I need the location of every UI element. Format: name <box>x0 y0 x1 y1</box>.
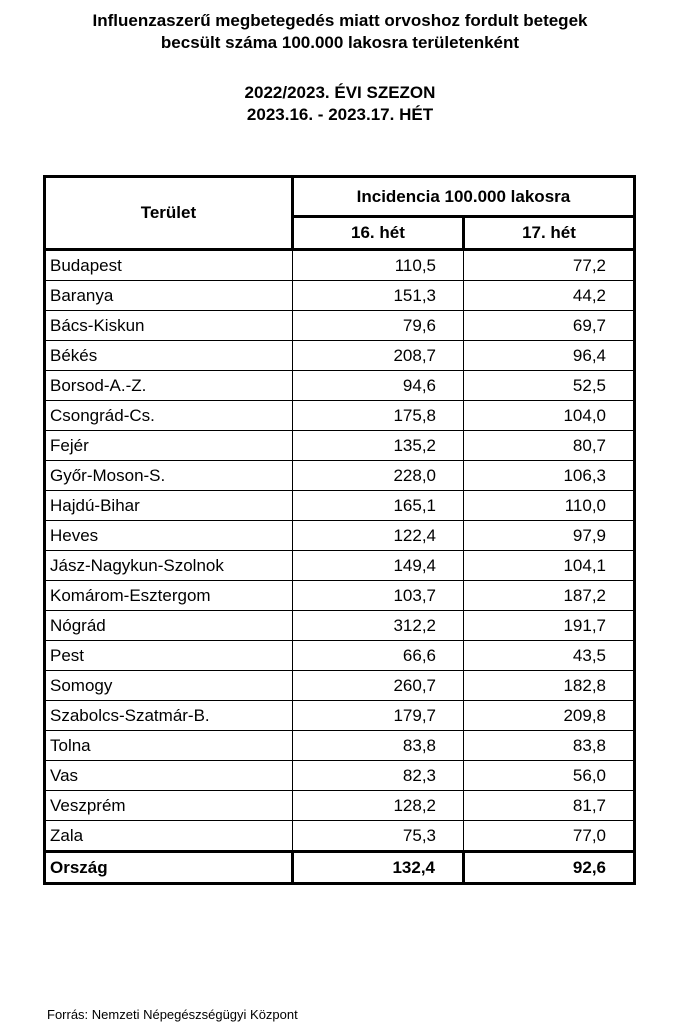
region-cell: Tolna <box>45 731 293 761</box>
week-17-value: 96,4 <box>464 341 635 371</box>
table-row <box>45 671 635 701</box>
table-row <box>45 341 635 371</box>
region-cell: Vas <box>45 761 293 791</box>
region-cell: Győr-Moson-S. <box>45 461 293 491</box>
table-row <box>45 401 635 431</box>
week-17-value: 56,0 <box>464 761 635 791</box>
week-17-value: 81,7 <box>464 791 635 821</box>
week-16-value: 179,7 <box>292 701 463 731</box>
week-16-value: 165,1 <box>292 491 463 521</box>
week-16-value: 151,3 <box>292 281 463 311</box>
table-row <box>45 581 635 611</box>
week-17-value: 182,8 <box>464 671 635 701</box>
season-line-1: 2022/2023. ÉVI SZEZON <box>244 83 436 102</box>
week-16-value: 94,6 <box>292 371 463 401</box>
header-week-16: 16. hét <box>292 217 463 250</box>
table-row <box>45 371 635 401</box>
week-17-value: 104,0 <box>464 401 635 431</box>
source-note: Forrás: Nemzeti Népegészségügyi Központ <box>47 1007 298 1022</box>
week-17-value: 80,7 <box>464 431 635 461</box>
week-17-value: 52,5 <box>464 371 635 401</box>
week-16-value: 312,2 <box>292 611 463 641</box>
region-cell: Nógrád <box>45 611 293 641</box>
region-cell: Somogy <box>45 671 293 701</box>
table-row <box>45 791 635 821</box>
table-row <box>45 701 635 731</box>
region-cell: Veszprém <box>45 791 293 821</box>
table-row <box>45 761 635 791</box>
week-17-value: 83,8 <box>464 731 635 761</box>
header-week-17: 17. hét <box>464 217 635 250</box>
week-16-value: 83,8 <box>292 731 463 761</box>
region-cell: Békés <box>45 341 293 371</box>
week-17-value: 191,7 <box>464 611 635 641</box>
week-16-value: 175,8 <box>292 401 463 431</box>
week-16-value: 66,6 <box>292 641 463 671</box>
week-16-value: 128,2 <box>292 791 463 821</box>
total-week-16-value: 132,4 <box>292 852 463 884</box>
table-body <box>45 250 635 884</box>
region-cell: Fejér <box>45 431 293 461</box>
week-17-value: 77,2 <box>464 250 635 281</box>
week-17-value: 106,3 <box>464 461 635 491</box>
week-17-value: 77,0 <box>464 821 635 852</box>
region-cell: Baranya <box>45 281 293 311</box>
week-16-value: 82,3 <box>292 761 463 791</box>
week-17-value: 43,5 <box>464 641 635 671</box>
week-17-value: 110,0 <box>464 491 635 521</box>
week-16-value: 260,7 <box>292 671 463 701</box>
region-cell: Bács-Kiskun <box>45 311 293 341</box>
week-17-value: 209,8 <box>464 701 635 731</box>
table-row <box>45 431 635 461</box>
region-cell: Hajdú-Bihar <box>45 491 293 521</box>
table-row <box>45 551 635 581</box>
week-17-value: 97,9 <box>464 521 635 551</box>
table-row <box>45 250 635 281</box>
season-heading <box>0 82 680 126</box>
week-16-value: 135,2 <box>292 431 463 461</box>
table-row <box>45 821 635 852</box>
region-cell: Szabolcs-Szatmár-B. <box>45 701 293 731</box>
document-title <box>0 10 680 54</box>
table-row <box>45 641 635 671</box>
region-cell: Pest <box>45 641 293 671</box>
region-cell: Borsod-A.-Z. <box>45 371 293 401</box>
region-cell: Budapest <box>45 250 293 281</box>
week-16-value: 110,5 <box>292 250 463 281</box>
title-line-2: becsült száma 100.000 lakosra területenként <box>160 33 520 52</box>
region-cell: Komárom-Esztergom <box>45 581 293 611</box>
total-row <box>45 852 635 884</box>
total-label: Ország <box>45 852 293 884</box>
title-line-1: Influenzaszerű megbetegedés miatt orvoshoz fordult betegek <box>92 11 588 30</box>
table-row <box>45 731 635 761</box>
region-cell: Csongrád-Cs. <box>45 401 293 431</box>
header-incidence: Incidencia 100.000 lakosra <box>292 177 634 217</box>
incidence-table <box>43 175 636 885</box>
total-week-17-value: 92,6 <box>464 852 635 884</box>
week-16-value: 103,7 <box>292 581 463 611</box>
week-17-value: 104,1 <box>464 551 635 581</box>
week-16-value: 79,6 <box>292 311 463 341</box>
week-16-value: 208,7 <box>292 341 463 371</box>
table-row <box>45 311 635 341</box>
header-region: Terület <box>45 177 293 250</box>
table-row <box>45 281 635 311</box>
week-17-value: 44,2 <box>464 281 635 311</box>
table-row <box>45 611 635 641</box>
week-17-value: 187,2 <box>464 581 635 611</box>
region-cell: Jász-Nagykun-Szolnok <box>45 551 293 581</box>
table-row <box>45 491 635 521</box>
season-line-2: 2023.16. - 2023.17. HÉT <box>246 105 434 124</box>
table-row <box>45 461 635 491</box>
table-row <box>45 521 635 551</box>
region-cell: Heves <box>45 521 293 551</box>
week-16-value: 149,4 <box>292 551 463 581</box>
region-cell: Zala <box>45 821 293 852</box>
week-16-value: 75,3 <box>292 821 463 852</box>
week-16-value: 122,4 <box>292 521 463 551</box>
week-17-value: 69,7 <box>464 311 635 341</box>
week-16-value: 228,0 <box>292 461 463 491</box>
